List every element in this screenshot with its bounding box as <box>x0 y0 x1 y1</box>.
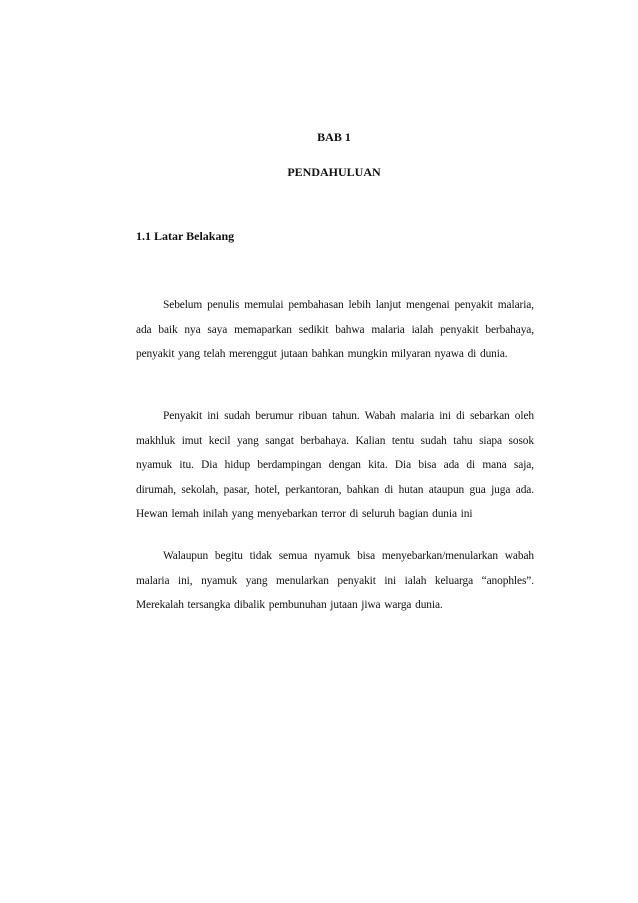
chapter-number: BAB 1 <box>317 130 351 144</box>
body-paragraph-2: Penyakit ini sudah berumur ribuan tahun. Wabah malaria ini di sebarkan oleh makhluk imut kecil yang sangat berbahaya. Kalian tentu sudah tahu siapa sosok nyamuk itu. Dia hidup berdampingan dengan kita. Dia bisa ada di mana saja, dirumah, sekolah, pasar, hotel, perkantoran, bahkan di hutan ataupun gua juga ada. Hewan lemah inilah yang menyebarkan terror di seluruh bagian dunia ini <box>136 410 534 520</box>
section-heading: 1.1 Latar Belakang <box>136 229 235 243</box>
body-paragraph-1: Sebelum penulis memulai pembahasan lebih lanjut mengenai penyakit malaria, ada baik nya saya memaparkan sedikit bahwa malaria ialah penyakit berbahaya, penyakit yang telah merenggut jutaan bahkan mungkin milyaran nyawa di dunia. <box>136 299 534 360</box>
body-paragraph-3: Walaupun begitu tidak semua nyamuk bisa menyebarkan/menularkan wabah malaria ini, nyamuk yang menularkan penyakit ini ialah keluarga “anophles”. Merekalah tersangka dibalik pembunuhan jutaan jiwa warga dunia. <box>136 550 534 611</box>
chapter-title: PENDAHULUAN <box>287 165 381 179</box>
